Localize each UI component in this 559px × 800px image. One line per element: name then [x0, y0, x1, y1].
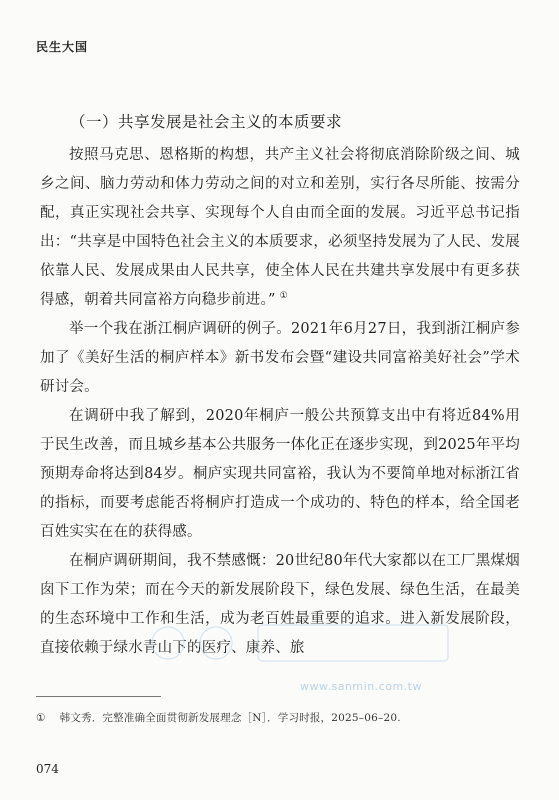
running-header: 民生大国: [36, 40, 89, 54]
footnote: [36, 710, 526, 725]
page-number: 074: [36, 762, 59, 776]
watermark-url: www.sanmin.com.tw: [300, 680, 422, 693]
section-title: （一）共享发展是社会主义的本质要求: [70, 113, 343, 131]
paragraph-1: [40, 141, 520, 315]
footnote-divider: [36, 696, 161, 697]
paragraph-2: 举一个我在浙江桐庐调研的例子。2021年6月27日，我到浙江桐庐参加了《美好生活的桐庐样本》新书发布会暨“建设共同富裕美好社会”学术研讨会。: [40, 321, 520, 395]
footnote-reference[interactable]: ①: [279, 291, 288, 302]
body-text: [40, 141, 520, 663]
footnote-text: 韩文秀．完整准确全面贯彻新发展理念［N］．学习时报，2025–06–20.: [59, 712, 401, 724]
paragraph-4: 在桐庐调研期间，我不禁感慨：20世纪80年代大家都以在工厂黑煤烟囱下工作为荣；而在今天的新发展阶段下，绿色发展、绿色生活，在最美的生态环境中工作和生活，成为老百姓最重要的追求。进入新发展阶段，直接依赖于绿水青山下的医疗、康养、旅: [40, 553, 520, 656]
paragraph-text: 按照马克思、恩格斯的构想，共产主义社会将彻底消除阶级之间、城乡之间、脑力劳动和体力劳动之间的对立和差别，实行各尽所能、按需分配，真正实现社会共享、实现每个人自由而全面的发展。习近平总书记指出：“共享是中国特色社会主义的本质要求，必须坚持发展为了人民、发展依靠人民、发展成果由人民共享，使全体人民在共建共享发展中有更多获得感，朝着共同富裕方向稳步前进。”: [40, 147, 520, 308]
footnote-marker: ①: [36, 712, 46, 724]
paragraph-3: 在调研中我了解到，2020年桐庐一般公共预算支出中有将近84%用于民生改善，而且城乡基本公共服务一体化正在逐步实现，到2025年平均预期寿命将达到84岁。桐庐实现共同富裕，我认为不要简单地对标浙江省的指标，而要考虑能否将桐庐打造成一个成功的、特色的样本，给全国老百姓实实在在的获得感。: [40, 408, 520, 540]
